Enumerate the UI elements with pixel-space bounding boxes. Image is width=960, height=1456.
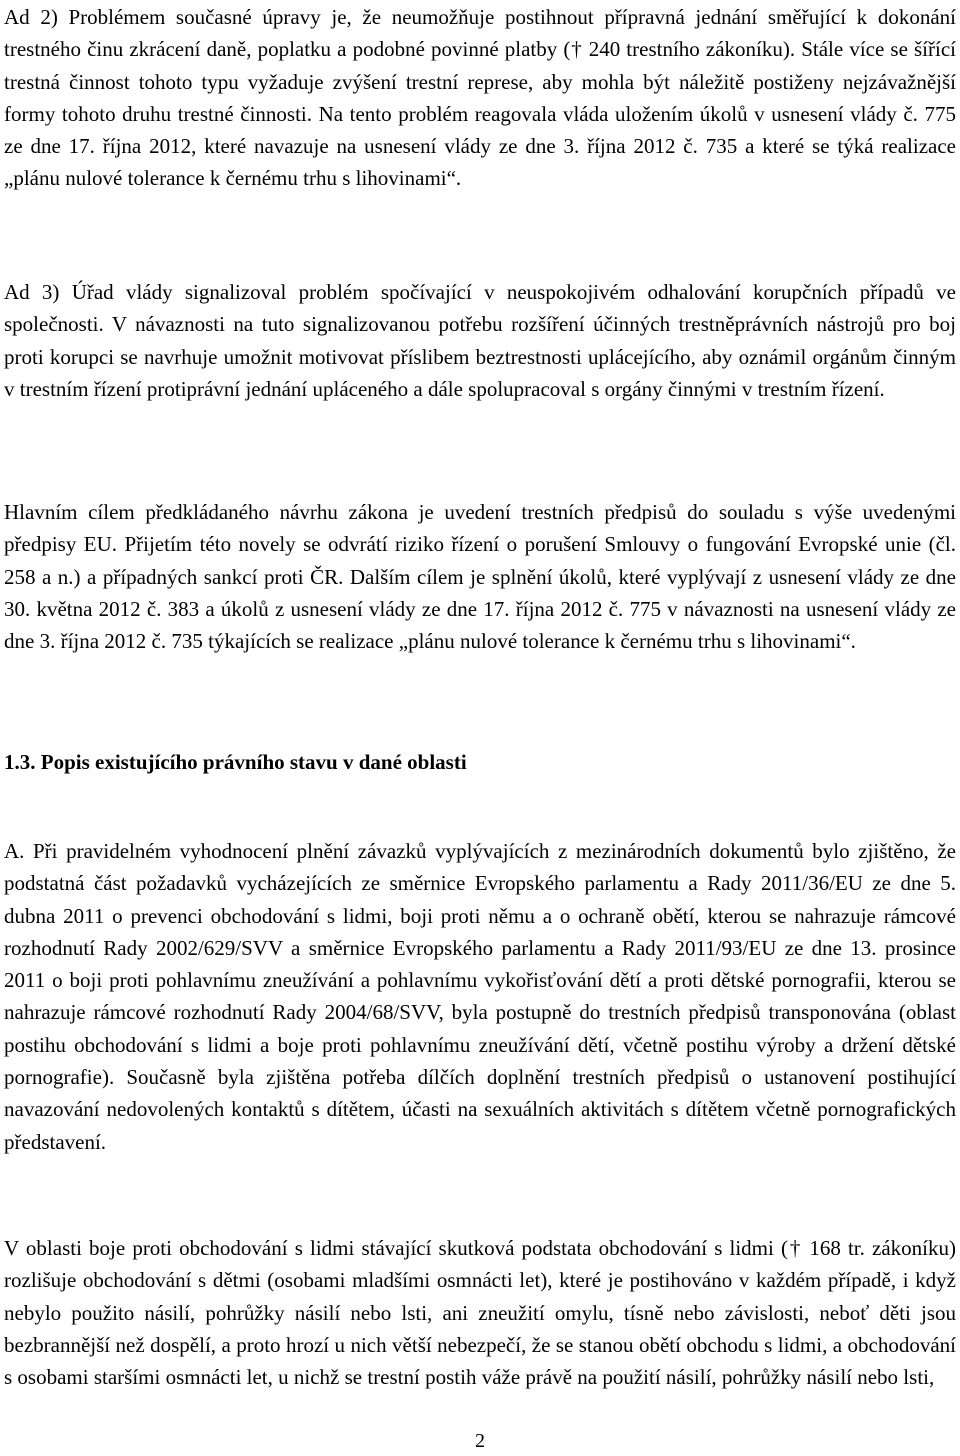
paragraph-ad3-corruption: Ad 3) Úřad vlády signalizoval problém spočívající v neuspokojivém odhalování korupčních případů ve společnosti. V návaznosti na tuto signalizovanou potřebu rozšíření účinných trestněprávních nástrojů pro boj proti korupci se navrhuje umožnit motivovat příslibem beztrestnosti uplácejícího, aby oznámil orgánům činným v trestním řízení protiprávní jednání upláceného a dále spolupracoval s orgány činnými v trestním řízení.	[4, 280, 956, 401]
paragraph-section-a: A. Při pravidelném vyhodnocení plnění závazků vyplývajících z mezinárodních dokumentů bylo zjištěno, že podstatná část požadavků vycházejících ze směrnice Evropského parlamentu a Rady 2011/36/EU ze dne 5. dubna 2011 o prevenci obchodování s lidmi, boji proti němu a o ochraně obětí, kterou se nahrazuje rámcové rozhodnutí Rady 2002/629/SVV a směrnice Evropského parlamentu a Rady 2011/93/EU ze dne 13. prosince 2011 o boji proti pohlavnímu zneužívání a pohlavnímu vykořisťování dětí a proti dětské pornografii, kterou se nahrazuje rámcové rozhodnutí Rady 2004/68/SVV, byla postupně do trestních předpisů transponována (oblast postihu obchodování s lidmi a boje proti pohlavnímu zneužívání dětí, včetně postihu výroby a držení dětské pornografie). Současně byla zjištěna potřeba dílčích doplnění trestních předpisů o ustanovení postihující navazování nedovolených kontaktů s dítětem, účasti na sexuálních aktivitách s dítětem včetně pornografických představení.	[4, 839, 956, 1154]
section-heading: 1.3. Popis existujícího právního stavu v dané oblasti	[4, 750, 467, 774]
paragraph-main-goal: Hlavním cílem předkládaného návrhu zákona je uvedení trestních předpisů do souladu s výše uvedenými předpisy EU. Přijetím této novely se odvrátí riziko řízení o porušení Smlouvy o fungování Evropské unie (čl. 258 a n.) a případných sankcí proti ČR. Dalším cílem je splnění úkolů, které vyplývají z usnesení vlády ze dne 30. května 2012 č. 383 a úkolů z usnesení vlády ze dne 17. října 2012 č. 775 v návaznosti na usnesení vlády ze dne 3. října 2012 č. 735 týkajících se realizace „plánu nulové tolerance k černému trhu s lihovinami“.	[4, 500, 956, 654]
page-number: 2	[475, 1430, 485, 1452]
paragraph-ad2-tax-evasion: Ad 2) Problémem současné úpravy je, že neumožňuje postihnout přípravná jednání směřující k dokonání trestného činu zkrácení daně, poplatku a podobné povinné platby († 240 trestního zákoníku). Stále více se šířící trestná činnost tohoto typu vyžaduje zvýšení trestní represe, aby mohla být náležitě postiženy nejzávažnější formy tohoto druhu trestné činnosti. Na tento problém reagovala vláda uložením úkolů v usnesení vlády č. 775 ze dne 17. října 2012, které navazuje na usnesení vlády ze dne 3. října 2012 č. 735 a které se týká realizace „plánu nulové tolerance k černému trhu s lihovinami“.	[4, 5, 956, 191]
paragraph-trafficking: V oblasti boje proti obchodování s lidmi stávající skutková podstata obchodování s lidmi († 168 tr. zákoníku) rozlišuje obchodování s dětmi (osobami mladšími osmnácti let), které je postihováno v každém případě, i když nebylo použito násilí, pohrůžky násilí nebo lsti, ani zneužití omylu, tísně nebo závislosti, neboť děti jsou bezbrannější než dospělí, a proto hrozí u nich větší nebezpečí, že se stanou obětí obchodu s lidmi, a obchodování s osobami staršími osmnácti let, u nichž se trestní postih váže právě na použití násilí, pohrůžky násilí nebo lsti,	[4, 1236, 956, 1390]
